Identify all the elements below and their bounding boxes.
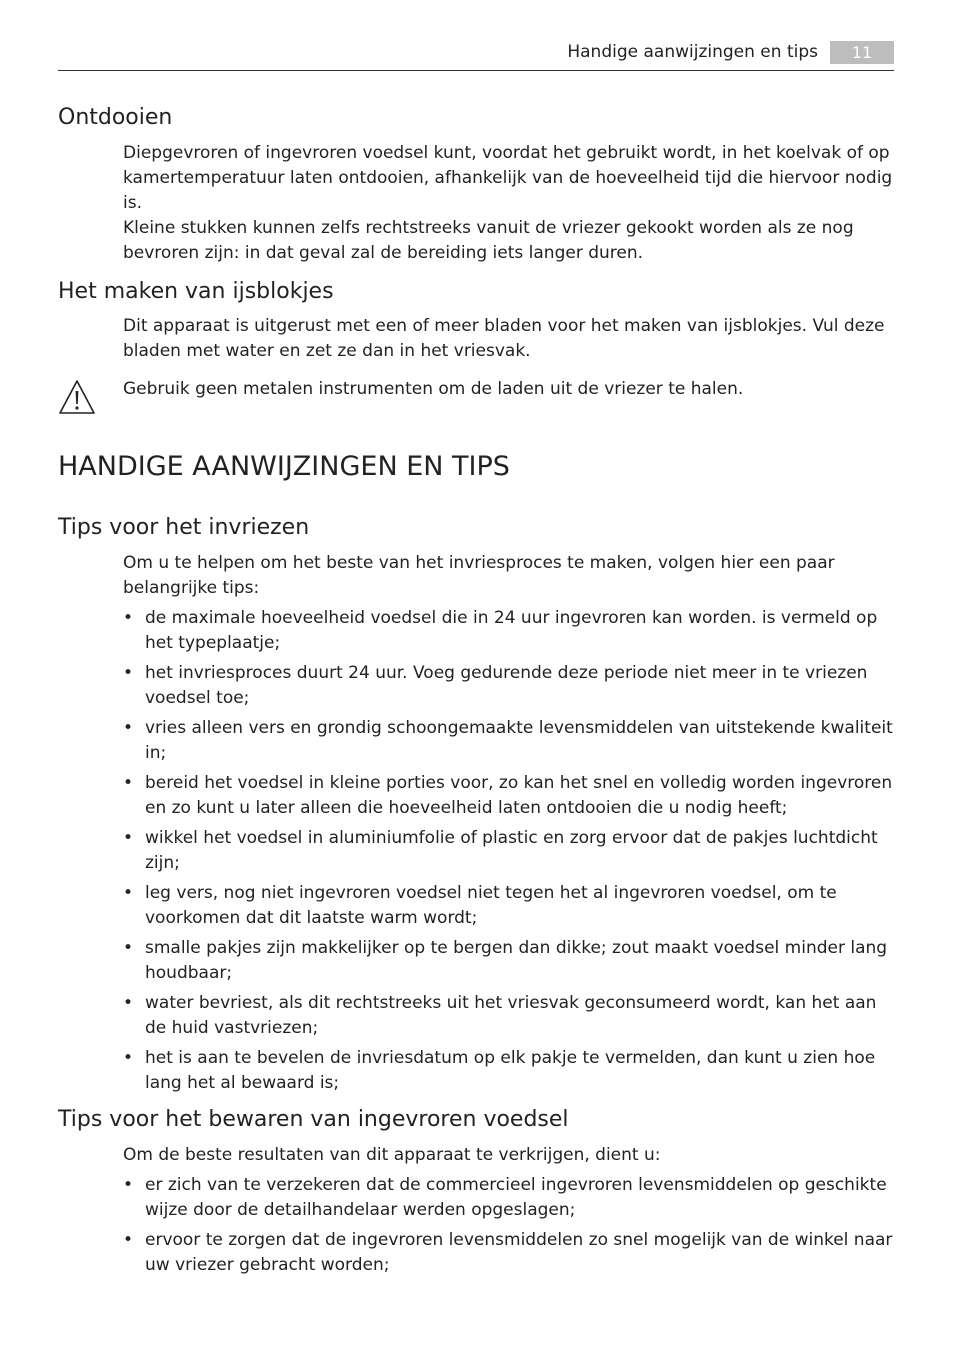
bullet-icon: • xyxy=(123,938,134,958)
bullet-icon: • xyxy=(123,993,134,1013)
list-item-text: ervoor te zorgen dat de ingevroren levensmiddelen zo snel mogelijk van de winkel naar uw vriezer gebracht worden; xyxy=(145,1230,893,1275)
bullet-icon: • xyxy=(123,1230,134,1250)
page-number: 11 xyxy=(830,41,894,64)
heading-bewaren: Tips voor het bewaren van ingevroren voedsel xyxy=(58,1107,569,1132)
list-item-text: smalle pakjes zijn makkelijker op te bergen dan dikke; zout maakt voedsel minder lang houdbaar; xyxy=(145,938,888,983)
bullet-icon: • xyxy=(123,663,134,683)
bullet-icon: • xyxy=(123,1048,134,1068)
heading-ijsblokjes: Het maken van ijsblokjes xyxy=(58,279,334,304)
list-item xyxy=(123,936,893,986)
list-item xyxy=(123,991,893,1041)
list-item-text: er zich van te verzekeren dat de commercieel ingevroren levensmiddelen op geschikte wijze door de detailhandelaar werden opgeslagen; xyxy=(145,1175,887,1220)
list-item-text: het invriesproces duurt 24 uur. Voeg gedurende deze periode niet meer in te vriezen voedsel toe; xyxy=(145,663,868,708)
ijsblokjes-paragraph: Dit apparaat is uitgerust met een of meer bladen voor het maken van ijsblokjes. Vul deze bladen met water en zet ze dan in het vriesvak. xyxy=(123,316,885,361)
bewaren-tips-list xyxy=(123,1173,893,1283)
bullet-icon: • xyxy=(123,828,134,848)
heading-invriezen: Tips voor het invriezen xyxy=(58,515,310,540)
list-item-text: leg vers, nog niet ingevroren voedsel niet tegen het al ingevroren voedsel, om te voorkomen dat dit laatste warm wordt; xyxy=(145,883,837,928)
bullet-icon: • xyxy=(123,608,134,628)
list-item-text: de maximale hoeveelheid voedsel die in 24 uur ingevroren kan worden. is vermeld op het typeplaatje; xyxy=(145,608,878,653)
ontdooien-paragraph-1: Diepgevroren of ingevroren voedsel kunt, voordat het gebruikt wordt, in het koelvak of op kamertemperatuur laten ontdooien, afhankelijk van de hoeveelheid tijd die hiervoor nodig is. xyxy=(123,143,893,213)
warning-text: Gebruik geen metalen instrumenten om de laden uit de vriezer te halen. xyxy=(123,379,744,399)
list-item-text: het is aan te bevelen de invriesdatum op elk pakje te vermelden, dan kunt u zien hoe lang het al bewaard is; xyxy=(145,1048,876,1093)
list-item xyxy=(123,881,893,931)
page-header xyxy=(58,40,894,71)
header-title: Handige aanwijzingen en tips xyxy=(567,42,818,62)
bullet-icon: • xyxy=(123,883,134,903)
main-heading: HANDIGE AANWIJZINGEN EN TIPS xyxy=(58,451,510,482)
list-item-text: wikkel het voedsel in aluminiumfolie of plastic en zorg ervoor dat de pakjes luchtdicht zijn; xyxy=(145,828,878,873)
list-item xyxy=(123,716,893,766)
list-item-text: water bevriest, als dit rechtstreeks uit het vriesvak geconsumeerd wordt, kan het aan de huid vastvriezen; xyxy=(145,993,877,1038)
list-item xyxy=(123,606,893,656)
list-item xyxy=(123,1173,893,1223)
list-item-text: vries alleen vers en grondig schoongemaakte levensmiddelen van uitstekende kwaliteit in; xyxy=(145,718,893,763)
invriezen-intro: Om u te helpen om het beste van het invriesproces te maken, volgen hier een paar belangrijke tips: xyxy=(123,553,835,598)
list-item xyxy=(123,1228,893,1278)
list-item xyxy=(123,771,893,821)
list-item xyxy=(123,826,893,876)
bullet-icon: • xyxy=(123,1175,134,1195)
bullet-icon: • xyxy=(123,773,134,793)
list-item-text: bereid het voedsel in kleine porties voor, zo kan het snel en volledig worden ingevroren en zo kunt u later alleen die hoeveelheid laten ontdooien die u nodig heeft; xyxy=(145,773,893,818)
bullet-icon: • xyxy=(123,718,134,738)
list-item xyxy=(123,661,893,711)
warning-triangle-icon xyxy=(58,379,96,415)
heading-ontdooien: Ontdooien xyxy=(58,105,173,130)
bewaren-intro: Om de beste resultaten van dit apparaat te verkrijgen, dient u: xyxy=(123,1145,661,1165)
ontdooien-paragraph-2: Kleine stukken kunnen zelfs rechtstreeks vanuit de vriezer gekookt worden als ze nog bevroren zijn: in dat geval zal de bereiding iets langer duren. xyxy=(123,218,854,263)
invriezen-tips-list xyxy=(123,606,893,1101)
list-item xyxy=(123,1046,893,1096)
